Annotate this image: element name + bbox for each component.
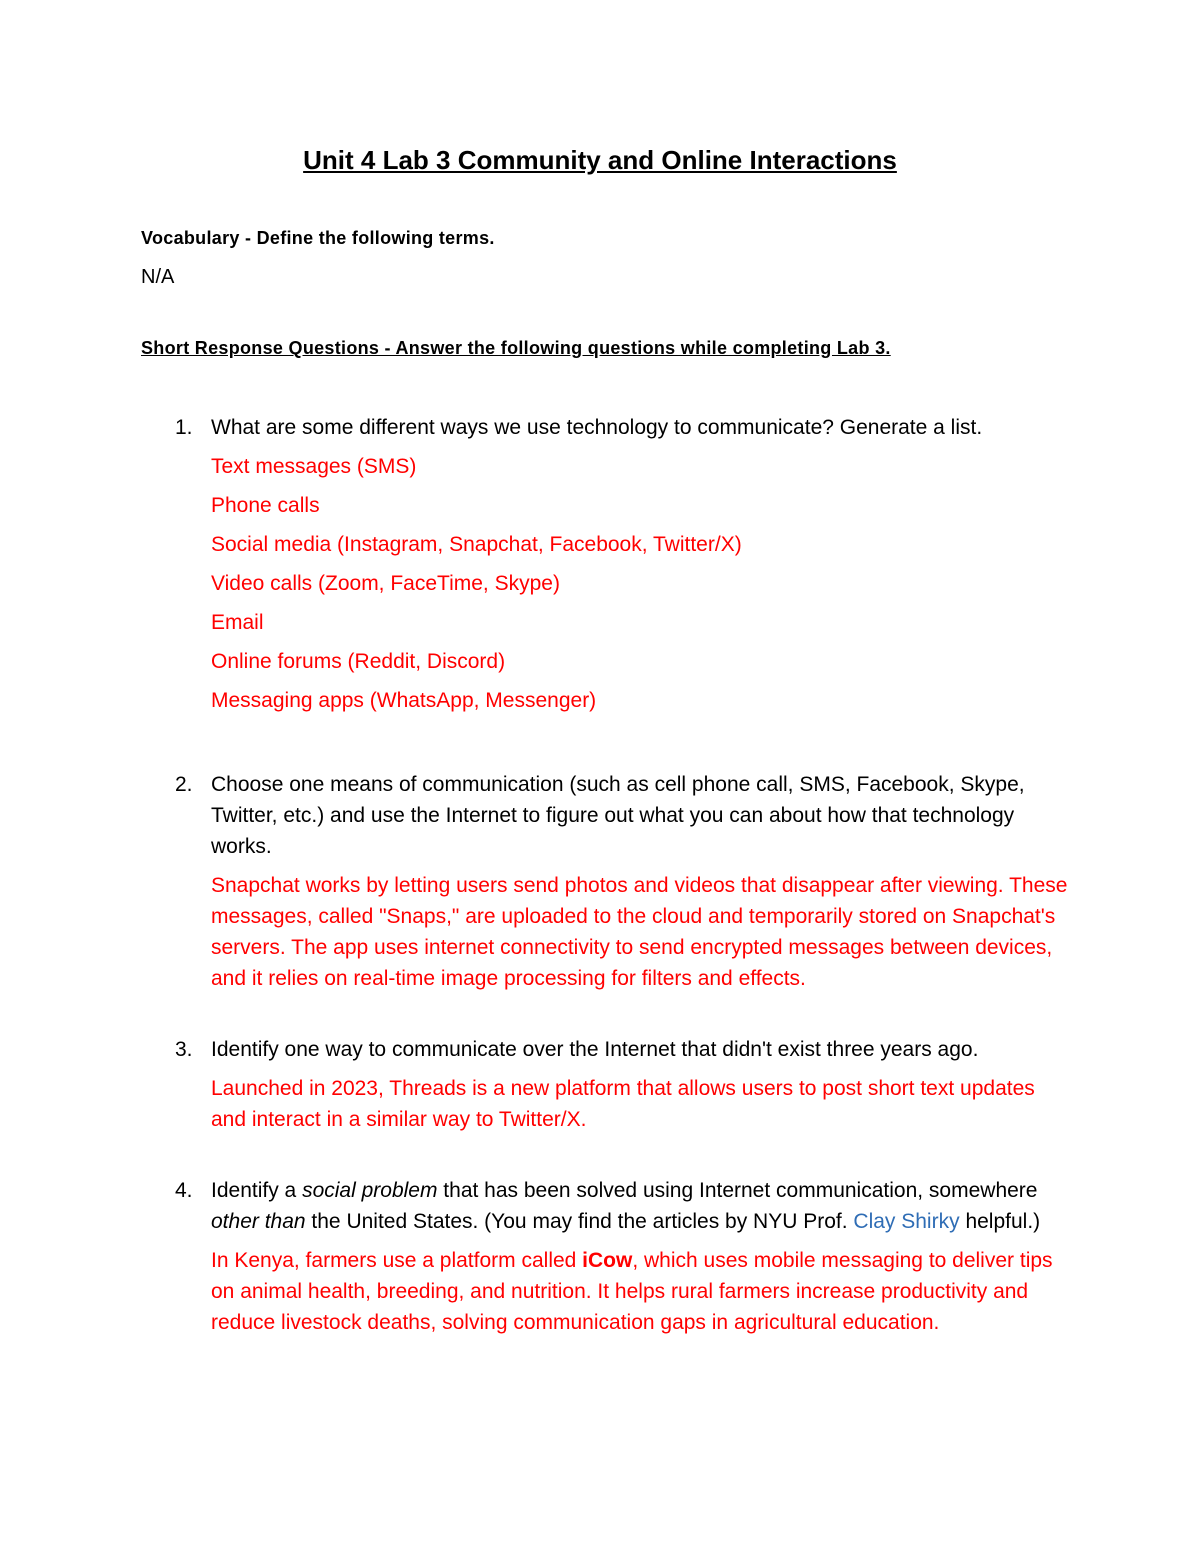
list-item: Phone calls — [211, 494, 320, 517]
question-3 — [0, 1034, 1200, 1175]
answer-list — [211, 451, 1200, 716]
question-text: Choose one means of communication (such as cell phone call, SMS, Facebook, Skype, Twitter, etc.) and use the Internet to figure out what you can about how that technology works. — [211, 773, 1025, 858]
vocabulary-heading: Vocabulary - Define the following terms. — [141, 228, 495, 248]
question-text-part: Identify a — [211, 1179, 303, 1202]
question-text: Identify one way to communicate over the Internet that didn't exist three years ago. — [211, 1038, 979, 1061]
list-item: Text messages (SMS) — [211, 455, 417, 478]
question-number: 3. — [175, 1038, 193, 1061]
page-title: Unit 4 Lab 3 Community and Online Interactions — [303, 145, 897, 175]
question-number: 2. — [175, 773, 193, 796]
clay-shirky-link[interactable]: Clay Shirky — [853, 1210, 960, 1233]
answer-text-part: , which uses mobile messaging to deliver tips on animal health, breeding, and nutrition. It helps rural farmers increase productivity and reduce livestock deaths, solving communication gaps in agricultural education. — [211, 1249, 1053, 1334]
list-item: Email — [211, 611, 264, 634]
question-4 — [0, 1175, 1200, 1338]
question-text-part: that has been solved using Internet communication, somewhere — [437, 1179, 1038, 1202]
emphasis-text: social problem — [302, 1179, 438, 1202]
answer-text: Launched in 2023, Threads is a new platform that allows users to post short text updates and interact in a similar way to Twitter/X. — [211, 1077, 1035, 1131]
answer-text: Snapchat works by letting users send photos and videos that disappear after viewing. These messages, called "Snaps," are uploaded to the cloud and temporarily stored on Snapchat's servers. The app uses internet connectivity to send encrypted messages between devices, and it relies on real-time image processing for filters and effects. — [211, 874, 1068, 990]
question-text: What are some different ways we use technology to communicate? Generate a list. — [211, 416, 983, 439]
question-list — [0, 412, 1200, 1344]
list-item: Video calls (Zoom, FaceTime, Skype) — [211, 572, 560, 595]
answer-text-part: In Kenya, farmers use a platform called — [211, 1249, 583, 1272]
vocabulary-answer: N/A — [141, 266, 175, 288]
question-number: 4. — [175, 1179, 193, 1202]
short-response-heading: Short Response Questions - Answer the following questions while completing Lab 3. — [141, 338, 891, 358]
list-item: Social media (Instagram, Snapchat, Facebook, Twitter/X) — [211, 533, 742, 556]
question-text-part: helpful.) — [959, 1210, 1041, 1233]
question-number: 1. — [175, 416, 193, 439]
question-text-part: the United States. (You may find the articles by NYU Prof. — [305, 1210, 854, 1233]
answer-text — [211, 1245, 1071, 1338]
list-item: Online forums (Reddit, Discord) — [211, 650, 506, 673]
question-2 — [0, 769, 1200, 1034]
list-item: Messaging apps (WhatsApp, Messenger) — [211, 689, 597, 712]
question-text — [211, 1175, 1071, 1237]
emphasis-text: other than — [211, 1210, 306, 1233]
question-1 — [0, 412, 1200, 769]
icow-bold-text: iCow — [582, 1249, 633, 1272]
